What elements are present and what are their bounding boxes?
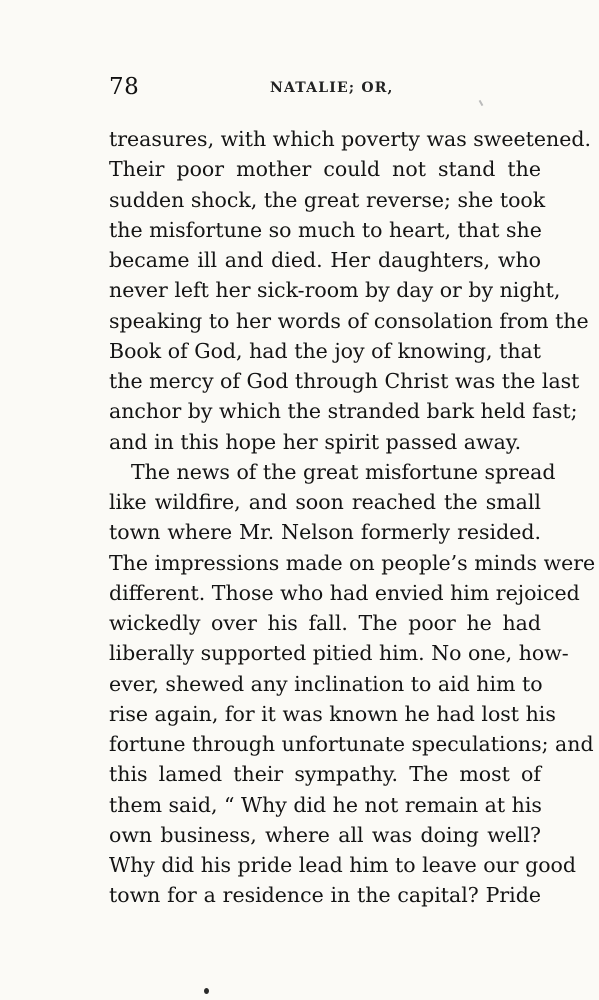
running-title: NATALIE; OR, — [270, 80, 394, 96]
text-line: Why did his pride lead him to leave our good — [109, 853, 577, 877]
text-line: Their poor mother could not stand the — [109, 157, 541, 182]
text-line: rise again, for it was known he had lost his — [109, 701, 556, 726]
page-number: 78 — [109, 74, 140, 100]
text-line: town where Mr. Nelson formerly resided. — [109, 520, 541, 545]
text-line: The impressions made on people’s minds were — [109, 550, 596, 575]
text-line: this lamed their sympathy. The most of — [109, 762, 541, 787]
print-speck — [204, 988, 209, 994]
text-line: The news of the great misfortune spread — [131, 459, 556, 484]
text-line: the misfortune so much to heart, that she — [109, 217, 542, 242]
text-line: wickedly over his fall. The poor he had — [109, 611, 541, 635]
text-line: liberally supported pitied him. No one, how- — [109, 641, 569, 666]
text-line: the mercy of God through Christ was the last — [109, 369, 580, 393]
text-line: ever, shewed any inclination to aid him to — [109, 671, 543, 696]
text-line: like wildfire, and soon reached the small — [109, 490, 541, 514]
page-header — [0, 72, 599, 102]
text-line: own business, where all was doing well? — [109, 822, 541, 847]
text-line: anchor by which the stranded bark held fast; — [109, 399, 578, 424]
text-line: and in this hope her spirit passed away. — [109, 429, 522, 454]
text-line: different. Those who had envied him rejoiced — [109, 580, 580, 605]
text-line: them said, “ Why did he not remain at his — [109, 792, 542, 817]
text-line: became ill and died. Her daughters, who — [109, 248, 541, 272]
text-line: speaking to her words of consolation from the — [109, 308, 589, 333]
text-line: town for a residence in the capital? Pride — [109, 883, 541, 908]
text-line: sudden shock, the great reverse; she took — [109, 187, 546, 212]
text-line: Book of God, had the joy of knowing, that — [109, 338, 541, 363]
text-line: treasures, with which poverty was sweetened. — [109, 127, 591, 151]
body-text — [109, 124, 596, 911]
text-line: fortune through unfortunate speculations; and — [109, 732, 594, 756]
text-line: never left her sick-room by day or by night, — [109, 278, 561, 303]
